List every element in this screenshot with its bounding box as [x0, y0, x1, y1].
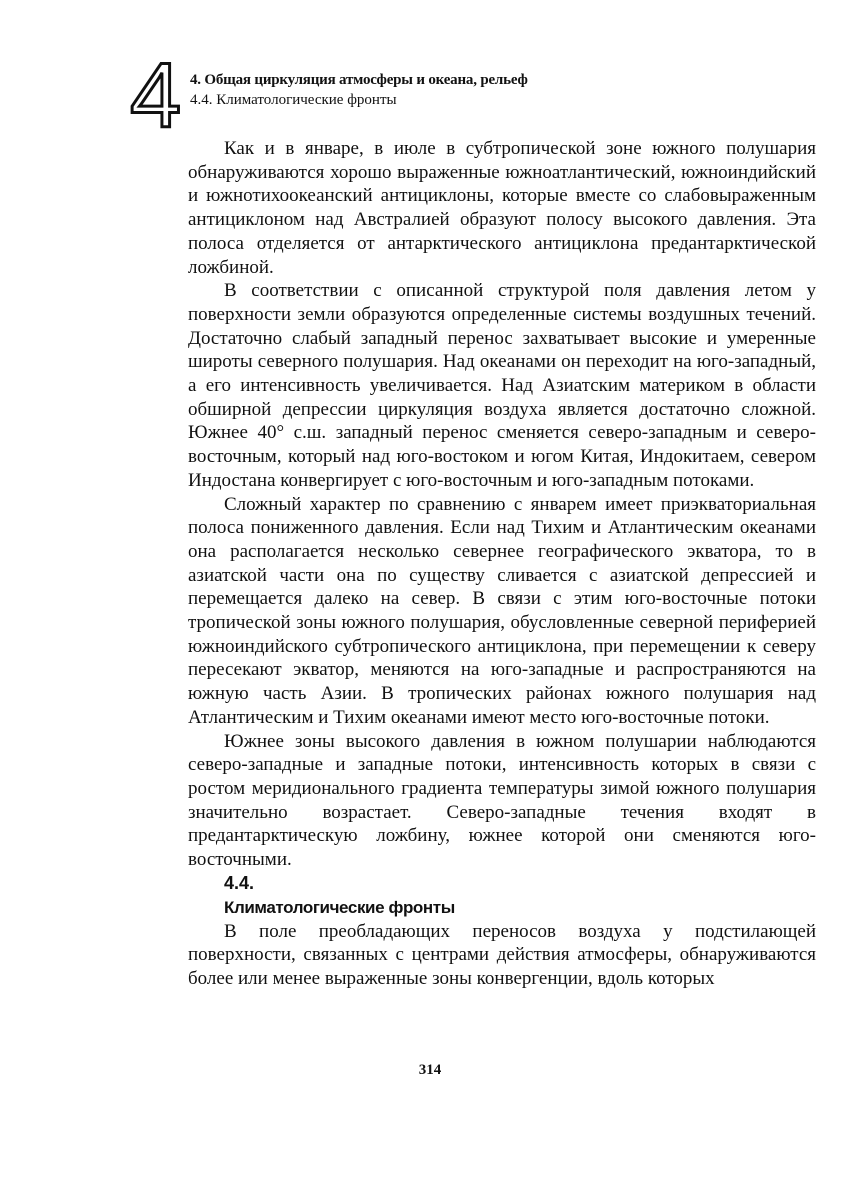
section-heading: Климатологические фронты	[224, 897, 455, 917]
body-text	[188, 137, 816, 991]
chapter-number: 4	[130, 45, 182, 147]
section-number: 4.4.	[224, 872, 255, 893]
paragraph: Сложный характер по сравнению с январем имеет приэкваториальная полоса пониженного давления. Если над Тихим и Атлантическим океанами она располагается несколько севернее географического экватора, то в азиатской части она по существу сливается с азиатской депрессией и перемещается далеко на север. В связи с этим юго-восточные потоки тропической зоны южного полушария, обусловленные северной периферией южноиндийского субтропического антициклона, при перемещении к северу пересекают экватор, меняются на юго-западные и распространяются на южную часть Азии. В тропических районах южного полушария над Атлантическим и Тихим океанами имеют место юго-восточные потоки.	[188, 493, 816, 728]
paragraph: Как и в январе, в июле в субтропической зоне южного полушария обнаруживаются хорошо выраженные южноатлантический, южноиндийский и южнотихоокеанский антициклоны, которые вместе со слабовыраженным антициклоном над Австралией образуют полосу высокого давления. Эта полоса отделяется от антарктического антициклона предантарктической ложбиной.	[188, 138, 816, 278]
section-title: 4.4. Климатологические фронты	[190, 92, 397, 108]
chapter-title: 4. Общая циркуляция атмосферы и океана, рельеф	[190, 72, 528, 88]
running-head	[190, 70, 790, 110]
paragraph: Южнее зоны высокого давления в южном полушарии наблюдаются северо-западные и западные потоки, интенсивность которых в связи с ростом меридионального градиента температуры зимой южного полушария значительно возрастает. Северо-западные течения входят в предантарктическую ложбину, южнее которой они сменяются юго-восточными.	[188, 730, 816, 871]
paragraph: В поле преобладающих переносов воздуха у подстилающей поверхности, связанных с центрами действия атмосферы, обнаруживаются более или менее выраженные зоны конвергенции, вдоль которых	[188, 920, 816, 989]
paragraph: В соответствии с описанной структурой поля давления летом у поверхности земли образуются определенные системы воздушных течений. Достаточно слабый западный перенос захватывает высокие и умеренные широты северного полушария. Над океанами он переходит на юго-западный, а его интенсивность увеличивается. Над Азиатским материком в области обширной депрессии циркуляция воздуха является достаточно сложной. Южнее 40° с.ш. западный перенос сменяется северо-западным и северо-восточным, который над юго-востоком и югом Китая, Индокитаем, севером Индостана конвергирует с юго-восточным и юго-западным потоками.	[188, 280, 816, 491]
page-number: 314	[418, 1062, 442, 1078]
